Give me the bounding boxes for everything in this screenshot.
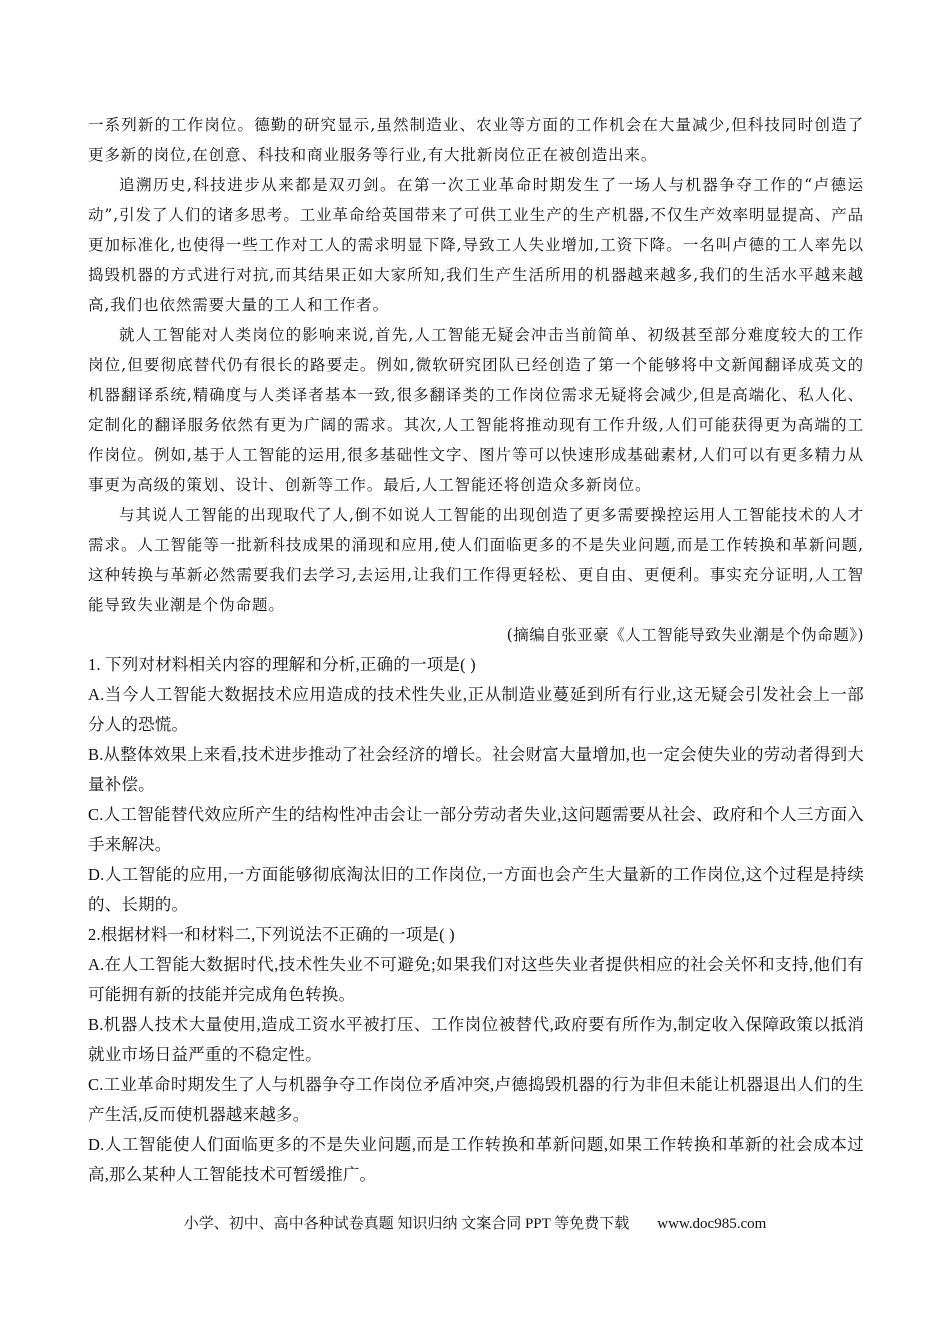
question-1-stem: 1. 下列对材料相关内容的理解和分析,正确的一项是( ) [88, 655, 476, 674]
question-1-option-d: D.人工智能的应用,一方面能够彻底淘汰旧的工作岗位,一方面也会产生大量新的工作岗位,这个过程是持续的、长期的。 [88, 865, 864, 914]
passage-source: (摘编自张亚豪《人工智能导致失业潮是个伪命题》) [506, 626, 864, 644]
passage-paragraph-2: 追溯历史,科技进步从来都是双刃剑。在第一次工业革命时期发生了一场人与机器争夺工作的“卢德运动”,引发了人们的诸多思考。工业革命给英国带来了可供工业生产的生产机器,不仅生产效率明显提高、产品更加标准化,也使得一些工作对工人的需求明显下降,导致工人失业增加,工资下降。一名叫卢德的工人率先以捣毁机器的方式进行对抗,而其结果正如大家所知,我们生产生活所用的机器越来越多,我们的生活水平越来越高,我们也依然需要大量的工人和工作者。 [88, 176, 864, 314]
passage-paragraph-4: 与其说人工智能的出现取代了人,倒不如说人工智能的出现创造了更多需要操控运用人工智能技术的人才需求。人工智能等一批新科技成果的涌现和应用,使人们面临更多的不是失业问题,而是工作转换和革新问题,这种转换与革新必然需要我们去学习,去运用,让我们工作得更轻松、更自由、更便利。事实充分证明,人工智能导致失业潮是个伪命题。 [88, 506, 864, 614]
document-body [88, 110, 864, 1190]
question-1-option-a: A.当今人工智能大数据技术应用造成的技术性失业,正从制造业蔓延到所有行业,这无疑会引发社会上一部分人的恐慌。 [88, 685, 865, 734]
question-2-option-a: A.在人工智能大数据时代,技术性失业不可避免;如果我们对这些失业者提供相应的社会关怀和支持,他们有可能拥有新的技能并完成角色转换。 [88, 955, 864, 1004]
question-2-option-d: D.人工智能使人们面临更多的不是失业问题,而是工作转换和革新问题,如果工作转换和革新的社会成本过高,那么某种人工智能技术可暂缓推广。 [88, 1135, 864, 1184]
passage-paragraph-3: 就人工智能对人类岗位的影响来说,首先,人工智能无疑会冲击当前简单、初级甚至部分难度较大的工作岗位,但要彻底替代仍有很长的路要走。例如,微软研究团队已经创造了第一个能够将中文新闻翻译成英文的机器翻译系统,精确度与人类译者基本一致,很多翻译类的工作岗位需求无疑将会减少,但是高端化、私人化、定制化的翻译服务依然有更为广阔的需求。其次,人工智能将推动现有工作升级,人们可能获得更为高端的工作岗位。例如,基于人工智能的运用,很多基础性文字、图片等可以快速形成基础素材,人们可以有更多精力从事更为高级的策划、设计、创新等工作。最后,人工智能还将创造众多新岗位。 [88, 326, 864, 494]
question-2-option-b: B.机器人技术大量使用,造成工资水平被打压、工作岗位被替代,政府要有所作为,制定收入保障政策以抵消就业市场日益严重的不稳定性。 [88, 1015, 864, 1064]
question-2-option-c: C.工业革命时期发生了人与机器争夺工作岗位矛盾冲突,卢德捣毁机器的行为非但未能让机器退出人们的生产生活,反而使机器越来越多。 [88, 1075, 864, 1124]
question-2 [88, 920, 864, 1190]
question-1-option-b: B.从整体效果上来看,技术进步推动了社会经济的增长。社会财富大量增加,也一定会使失业的劳动者得到大量补偿。 [88, 745, 864, 794]
footer-text: 小学、初中、高中各种试卷真题 知识归纳 文案合同 PPT 等免费下载 [183, 1216, 630, 1232]
footer-url[interactable]: www.doc985.com [657, 1216, 767, 1232]
question-1-option-c: C.人工智能替代效应所产生的结构性冲击会让一部分劳动者失业,这问题需要从社会、政府和个人三方面入手来解决。 [88, 805, 864, 854]
question-2-stem: 2.根据材料一和材料二,下列说法不正确的一项是( ) [88, 925, 455, 944]
question-1 [88, 650, 864, 920]
passage-paragraph-1: 一系列新的工作岗位。德勤的研究显示,虽然制造业、农业等方面的工作机会在大量减少,但科技同时创造了更多新的岗位,在创意、科技和商业服务等行业,有大批新岗位正在被创造出来。 [88, 116, 864, 164]
page-footer [0, 1212, 950, 1233]
